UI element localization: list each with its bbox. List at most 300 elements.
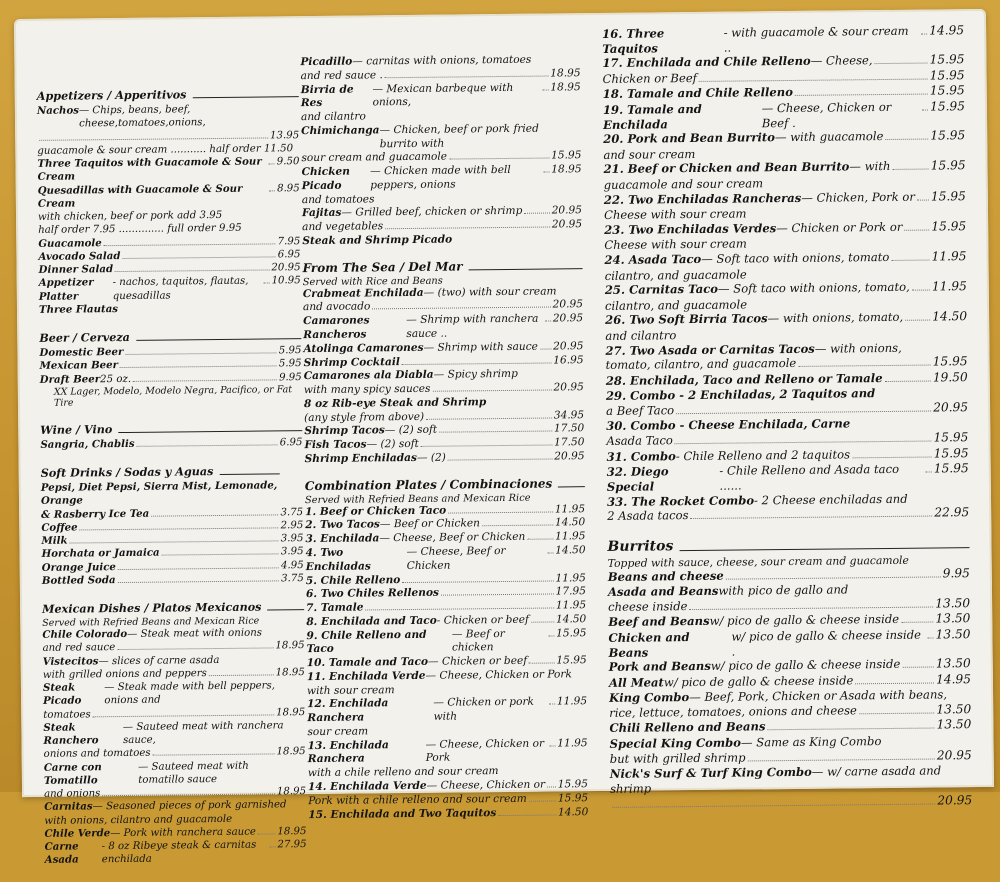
menu-item-price: 18.95 [275,639,304,653]
menu-item [609,687,971,721]
menu-item-name: Shrimp Cocktail [304,356,400,371]
menu-item-description: — Grilled beef, chicken or shrimp [341,205,522,221]
menu-item-price: 3.95 [281,532,304,545]
menu-item-description: — Shrimp with ranchera sauce .. [406,313,543,342]
dot-leader [137,444,278,446]
dot-leader [529,663,554,664]
menu-item-name: Guacamole [38,237,102,251]
dot-leader [377,200,580,202]
dot-leader [910,502,967,503]
menu-item-name: Vistecitos [43,655,99,669]
menu-item-row [41,479,303,508]
menu-item-price: 13.50 [935,612,970,628]
menu-item-description: - with guacamole & sour cream .. [724,24,920,55]
dot-leader [901,622,933,623]
menu-item-row [307,696,587,726]
menu-item-price: 14.50 [555,544,585,558]
menu-item-price: 9.95 [279,371,302,384]
menu-item-name: Sangria, Chablis [40,438,134,452]
menu-item-description: guacamole and sour cream [604,176,764,192]
dot-leader [402,580,553,583]
menu-item [304,367,584,397]
menu-item-description: cilantro, and guacamole [605,267,747,283]
dot-leader [549,704,555,705]
menu-item-description: — Soft taco with onions, tomato, [718,280,910,297]
menu-item-description: — Beef or chicken [452,627,547,656]
menu-item-name: 31. Combo [606,449,675,464]
dot-leader [547,786,556,787]
dot-leader [852,456,932,458]
menu-item-name: Orange Juice [42,561,116,575]
menu-item-description: and vegetables [302,220,383,235]
menu-item [44,798,306,827]
burritos-note: Topped with sauce, cheese, sour cream and guacamole [608,553,970,570]
combination-section [305,476,589,823]
menu-item [607,491,969,525]
dot-leader [426,417,552,419]
menu-item-description: with chicken, beef or pork add 3.95 [38,209,222,224]
menu-item-description: — Chicken or pork with [433,696,547,725]
beer-section [39,328,302,408]
dot-leader [368,117,579,119]
menu-item-name: Chile Colorado [42,628,127,642]
menu-item-price: 11.95 [932,279,967,295]
menu-item-description: — (two) with sour cream [424,285,557,300]
menu-item-description: tomatoes [43,708,91,722]
menu-item-row [39,274,301,303]
menu-item-name: King Combo [609,690,689,706]
menu-item-name: 24. Asada Taco [604,252,701,268]
menu-item [302,232,582,249]
menu-item-row [301,122,581,152]
menu-item-name: Carne Asada [45,840,102,867]
menu-item-name: & Rasberry Ice Tea [41,507,149,521]
dot-leader [798,365,931,367]
menu-item-name: 4. Two Enchiladas [305,546,406,575]
menu-item-description: — Seasoned pieces of pork garnished [93,799,287,814]
menu-item-price: 13.50 [936,627,971,643]
beer-title [39,328,301,345]
menu-item [605,310,967,344]
dot-leader [80,527,279,530]
menu-item-description: — Soft taco with onions, tomato [701,250,889,267]
menu-item-row [607,461,969,494]
dot-leader [269,190,275,191]
menu-item-name: 9. Chile Relleno and Taco [306,628,452,657]
menu-item [308,806,588,823]
dot-leader [385,227,550,230]
dot-leader [104,243,276,246]
combination-note: Served with Refried Beans and Mexican Rice [305,492,585,506]
menu-item-price: 18.95 [551,163,581,177]
dot-leader [883,744,969,745]
section-rule [219,473,279,475]
dot-leader [928,637,934,638]
section-rule [469,268,583,270]
dot-leader [122,256,275,259]
menu-item-name: Chicken and Beans [608,629,731,660]
menu-item [602,53,964,88]
menu-item-price: 14.50 [555,517,585,531]
menu-item [43,653,305,682]
dot-leader [120,310,299,312]
menu-item-name: Dinner Salad [39,263,114,277]
dot-leader [448,511,553,513]
dot-leader [749,215,965,217]
menu-item [302,163,582,207]
menu-item-name: Asada and Beans [608,584,719,600]
dot-leader [421,445,552,447]
menu-item-description: — Steak meat with onions [127,627,262,642]
dot-leader [891,260,929,261]
mexican-dishes-title-text: Mexican Dishes / Platos Mexicanos [42,600,261,616]
dot-leader [221,662,302,663]
beer-title-text: Beer / Cerveza [39,330,130,345]
menu-item [37,102,300,158]
menu-item [308,737,588,781]
section-rule [558,486,585,487]
menu-item [604,189,966,223]
menu-item-price: 18.95 [276,706,305,720]
dot-leader [885,380,931,381]
menu-item-name: 17. Enchilada and Chile Relleno [602,54,810,71]
menu-item-price: 4.95 [281,559,304,572]
menu-item-description: — Chicken made with bell peppers, onions [370,164,541,193]
menu-item-price: 15.95 [931,189,966,205]
menu-item-description: with sour cream [307,684,395,699]
dot-leader [524,213,549,214]
dot-leader [697,155,963,158]
menu-item-name: Chicken Picado [302,166,371,194]
menu-item-row [302,232,582,249]
menu-item-price: 20.95 [554,450,584,464]
burritos-title-text: Burritos [607,538,673,555]
menu-item-price: 11.95 [557,737,587,751]
dot-leader [385,75,548,78]
menu-item [603,159,965,193]
menu-item [605,279,967,313]
wine-items [40,436,302,452]
menu-item-name: Atolinga Camarones [303,342,423,357]
menu-item-name: 20. Pork and Bean Burrito [603,130,775,147]
menu-item-price: 17.95 [556,585,586,599]
menu-item-description: and avocado [303,301,371,315]
menu-item-name: Beef and Beans [608,614,709,630]
menu-item-price: 15.95 [558,778,588,792]
menu-item-row [43,719,305,748]
menu-item-row [603,99,965,132]
dot-leader [372,307,550,310]
menu-item [604,219,966,253]
menu-column-middle [300,53,588,834]
menu-item [608,627,970,660]
menu-item [306,627,586,657]
menu-item-name: Quesadillas with Guacamole & Sour Cream [38,182,268,211]
menu-item-name: Carnitas [44,801,93,815]
menu-item-name: All Meat [609,675,664,690]
dot-leader [448,458,552,460]
menu-item-price: 15.95 [558,792,588,806]
menu-item [38,182,301,238]
menu-item-price: 15.95 [930,99,965,115]
dot-leader [540,348,551,349]
menu-item-description: Cheese with sour cream [604,237,747,253]
dot-leader [102,793,275,796]
dot-leader [93,714,274,717]
dot-leader [520,376,582,377]
menu-item-name: Special King Combo [610,735,742,751]
menu-item-price: 17.50 [554,436,584,450]
menu-item-price: 18.95 [277,825,306,839]
menu-item-price: 16.95 [553,354,583,368]
menu-item-price: 15.95 [929,53,964,69]
menu-item-description: — Beef, Pork, Chicken or Asada with beans, [689,688,947,705]
menu-item-price: 13.50 [935,596,970,612]
dot-leader [244,230,298,231]
menu-item-description: — Chips, beans, beef, cheese,tomatoes,onions, [79,102,289,131]
menu-item-price: 20.95 [937,748,972,764]
menu-item-price: 9.50 [277,155,300,168]
dot-leader [904,351,966,352]
menu-item-description: half order 7.95 .............. full order 9.95 [38,222,242,237]
menu-item-name: Chimichanga [301,124,380,139]
menu-item-description: with pico de gallo and [718,583,848,599]
menu-item-price: 11.95 [556,599,586,613]
section-rule [118,430,302,433]
menu-item-row [43,679,305,708]
menu-item [45,838,307,867]
menu-item-description: — carnitas with onions, tomatoes [352,54,531,70]
dot-leader [269,163,275,164]
section-rule [679,547,969,551]
menu-item-price: 20.95 [553,312,583,326]
wine-title-text: Wine / Vino [40,422,112,437]
dot-leader [855,682,934,684]
menu-item-price: 18.95 [550,81,580,95]
combination-items [305,503,588,823]
dot-leader [125,352,276,355]
menu-item-name: Three Flautas [39,303,118,317]
menu-item-name: 11. Enchilada Verde [307,670,426,685]
menu-item-name: Shrimp Enchiladas [305,452,417,467]
dot-leader [676,410,931,414]
menu-item-description: cheese inside [608,599,687,615]
menu-item-price: 11.95 [555,530,585,544]
menu-item-price: 15.95 [930,68,965,84]
sea-title [303,258,583,275]
menu-item-name: 28. Enchilada, Taco and Relleno or Tamale [606,371,883,389]
appetizers-section [37,86,301,317]
menu-item-description: — with onions, tomato, [768,310,904,326]
menu-item-description: w/ pico de gallo & cheese inside [710,612,900,629]
menu-column-left [37,86,307,881]
menu-item-name: Horchata or Jamaica [41,547,159,561]
menu-item-description: - 2 Cheese enchiladas and [754,491,908,507]
dot-leader [549,745,555,746]
menu-item-price: 15.95 [933,430,968,446]
menu-item-row [38,182,300,211]
menu-item [604,249,966,283]
menu-item [43,679,305,721]
menu-item-continuation [610,793,972,812]
menu-item-price: 13.50 [936,718,971,734]
menu-item-name: 18. Tamale and Chile Relleno [603,85,793,102]
dot-leader [441,594,554,596]
menu-item-name: Mexican Beer [40,359,119,373]
dot-leader [258,833,275,834]
menu-item-description: — Cheese, Chicken or [427,779,546,794]
menu-item-description: but with grilled shrimp [610,750,746,766]
menu-item-price: 15.95 [931,219,966,235]
menu-item-row [37,155,299,184]
dot-leader [749,276,965,278]
menu-item [39,301,301,317]
menu-item-description: — with [849,159,890,174]
menu-item [301,122,581,166]
menu-item-price: 22.95 [934,505,969,521]
dot-leader [877,396,966,397]
menu-item-description: — Chicken or Pork or [776,220,902,236]
menu-item [308,778,588,808]
menu-item-description: - Chile Relleno and Asada taco ...... [719,462,924,494]
dot-leader [548,635,554,636]
menu-item-description: — Sauteed meat with tomatillo sauce [138,759,296,787]
sea-section [303,258,585,467]
wine-section [40,420,302,452]
menu-item-description: (any style from above) [304,410,424,425]
menu-item-description: — Same as King Combo [741,734,882,750]
menu-item-name: 15. Enchilada and Two Taquitos [308,807,496,823]
menu-item-description: — Steak made with bell peppers, onions and [104,679,295,707]
dot-leader [153,754,275,756]
dot-leader [529,800,556,801]
menu-item [302,205,582,235]
appetizers-title-text: Appetizers / Apperitivos [37,87,187,103]
dot-leader [765,185,964,187]
menu-item-name: 22. Two Enchiladas Rancheras [604,191,802,208]
menu-item-price: 10.95 [271,274,300,288]
appetizers-items [37,102,301,317]
menu-item-row [302,163,582,193]
menu-item-name: Chile Verde [44,827,110,841]
menu-item [605,340,967,374]
menu-item-description: and onions [44,787,100,801]
dot-leader [795,94,928,96]
menu-item-row [308,737,588,767]
mexican-dishes-title [42,599,304,616]
col3-top-items [602,23,969,524]
menu-item-row [308,806,588,823]
menu-item-description: with onions, cilantro and guacamole [44,812,232,827]
menu-item-name: Three Taquitos with Guacamole & Sour Cream [37,155,267,184]
menu-item-description: — with guacamole [775,129,884,145]
dot-leader [749,306,965,308]
menu-item-price: 20.95 [553,381,583,395]
menu-item-description: 2 Asada tacos [607,508,688,524]
dot-leader [678,336,965,339]
section-rule [136,338,301,341]
dot-leader [527,539,553,540]
dot-leader [531,621,554,622]
menu-item-price: 3.95 [281,545,304,558]
menu-item-price: 6.95 [280,436,303,449]
burritos-section [607,535,972,812]
dot-leader [70,540,279,543]
menu-item-price: 18.95 [277,785,306,799]
menu-item-price: 13.95 [270,129,299,143]
menu-item-name: 25. Carnitas Taco [605,282,718,298]
menu-item-name: Picadillo [300,56,352,70]
dot-leader [850,592,968,593]
burritos-items [608,566,973,812]
menu-item-row [37,102,299,131]
menu-item-name: 16. Three Taquitos [602,26,724,57]
dot-leader [543,172,549,173]
dot-leader [859,712,935,714]
menu-item-name: 23. Two Enchiladas Verdes [604,221,776,238]
menu-column-right [602,23,972,826]
menu-item [603,99,965,132]
menu-sheet [14,9,994,797]
dot-leader [269,846,275,847]
menu-item-description: a Beef Taco [606,403,674,418]
dot-leader [432,390,551,392]
menu-item-description: rice, lettuce, tomatoes, onions and cheese [609,703,857,720]
menu-item-price: 14.95 [936,672,971,688]
menu-item-price: 9.95 [943,566,970,582]
menu-item-name: 26. Two Soft Birria Tacos [605,312,768,328]
dot-leader [875,63,928,65]
menu-item-price: 14.50 [556,613,586,627]
menu-item [607,461,969,494]
menu-item-description: and cilantro [605,328,676,343]
menu-item-name: 30. Combo - Cheese Enchilada, Carne [606,417,850,434]
menu-item-description: — Chicken, beef or pork fried burrito with [379,122,571,152]
dot-leader [926,472,932,473]
menu-item-row [44,759,306,788]
dot-leader [454,241,580,242]
menu-item-price: 11.95 [555,572,585,586]
menu-item-price: 20.95 [937,793,972,809]
dot-leader [162,554,279,556]
dot-leader [545,321,551,322]
menu-item [606,416,968,450]
dot-leader [748,758,935,761]
menu-item-price: 18.95 [276,745,305,759]
menu-item-row [303,312,583,342]
menu-item-price: 5.95 [279,357,302,370]
menu-item-name: Milk [41,535,67,549]
menu-item-price: 15.95 [934,446,969,462]
menu-item-price: 14.50 [558,806,588,820]
menu-item-name: 1. Beef or Chicken Taco [305,504,446,519]
menu-item-description: shrimp [610,781,651,796]
menu-item-name: Camarones Rancheros [303,314,406,343]
menu-item-price: 20.95 [552,205,582,219]
dot-leader [234,821,304,822]
menu-item-row [602,23,964,56]
dot-leader [885,139,928,140]
dot-leader [151,514,278,516]
menu-item-name: 21. Beef or Chicken and Bean Burrito [603,160,849,177]
dot-leader [117,648,273,651]
menu-item-description: Asada Taco [606,433,673,448]
menu-item [608,581,970,615]
dot-leader [488,404,582,405]
dot-leader [498,814,556,816]
dot-leader [397,691,585,693]
section-rule [267,609,304,610]
